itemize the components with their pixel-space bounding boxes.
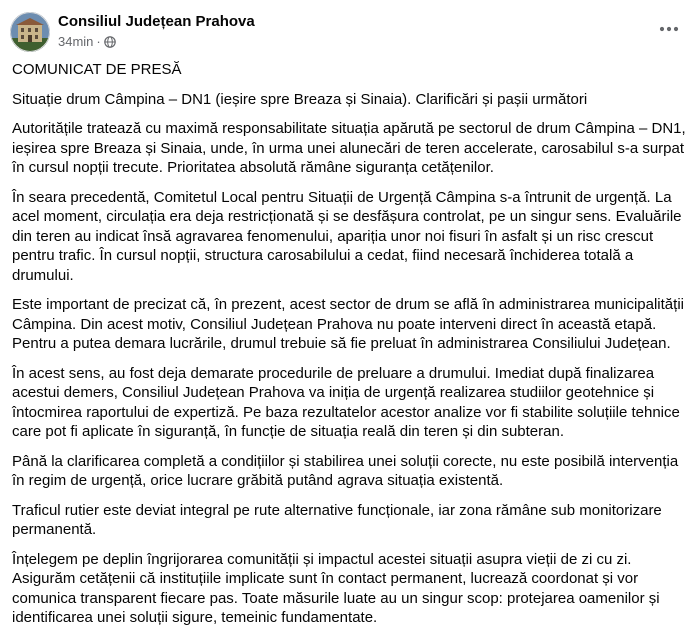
meta-separator: ·	[96, 34, 101, 49]
post-paragraph: Traficul rutier este deviat integral pe rute alternative funcționale, iar zona rămâne sub monitorizare permanentă.	[12, 501, 662, 538]
post-header	[10, 10, 688, 52]
post-body	[12, 60, 688, 638]
post-paragraph: În acest sens, au fost deja demarate procedurile de preluare a drumului. Imediat după finalizarea acestui demers, Consiliul Județean Prahova va iniția de urgență realizarea studiilor geotehnice și întocmirea raportului de expertiză. Pe baza rezultatelor acestor analize vor fi stabilite soluțiile tehnice care pot fi aplicate în siguranță, în funcție de situația reală din teren și din subteran.	[12, 364, 680, 440]
more-options-icon[interactable]	[656, 18, 682, 40]
building-logo-icon[interactable]	[10, 12, 50, 52]
globe-icon[interactable]	[104, 36, 116, 48]
post-paragraph: Este important de precizat că, în prezent, acest sector de drum se află în administrarea municipalității Câmpina. Din acest motiv, Consiliul Județean Prahova nu poate interveni direct în această etapă. Pentru a putea demara lucrările, drumul trebuie să fie preluat în administrarea Consiliului Județean.	[12, 296, 684, 352]
post-paragraph: În seara precedentă, Comitetul Local pentru Situații de Urgență Câmpina s-a întrunit de urgență. La acel moment, circulația era deja restricționată și se desfășura controlat, pe un singur sens. Evaluările din teren au indicat însă agravarea fenomenului, apariția unor noi fisuri în asfalt și un risc crescut pentru trafic. În cursul nopții, structura carosabilului a cedat, fiind necesară închiderea totală a drumului.	[12, 188, 682, 284]
post-meta	[58, 34, 116, 49]
post-subtitle: Situație drum Câmpina – DN1 (ieșire spre Breaza și Sinaia). Clarificări și pașii următori	[12, 90, 588, 108]
page-name-link[interactable]: Consiliul Județean Prahova	[58, 13, 255, 30]
post-paragraph: Până la clarificarea completă a condițiilor și stabilirea unei soluții corecte, nu este posibilă intervenția în regim de urgență, orice lucrare grăbită putând agrava situația existentă.	[12, 452, 679, 489]
post-paragraph: Înțelegem pe deplin îngrijorarea comunității și impactul acestei situații asupra vieții de zi cu zi. Asigurăm cetățenii că instituțiile implicate sunt în contact permanent, lucrează coordonat și vor comunica transparent fiecare pas. Toate măsurile luate au un singur scop: protejarea oamenilor și identificarea unei soluții sigure, temeinic fundamentate.	[12, 550, 660, 626]
post-paragraph: Autoritățile tratează cu maximă responsabilitate situația apărută pe sectorul de drum Câmpina – DN1, ieșirea spre Breaza și Sinaia, unde, în urma unei alunecări de teren accelerate, carosabilul s-a surpat în cursul nopții trecute. Prioritatea absolută rămâne siguranța cetățenilor.	[12, 120, 686, 176]
post-timestamp[interactable]: 34min	[58, 34, 94, 49]
post-title: COMUNICAT DE PRESĂ	[12, 61, 182, 78]
